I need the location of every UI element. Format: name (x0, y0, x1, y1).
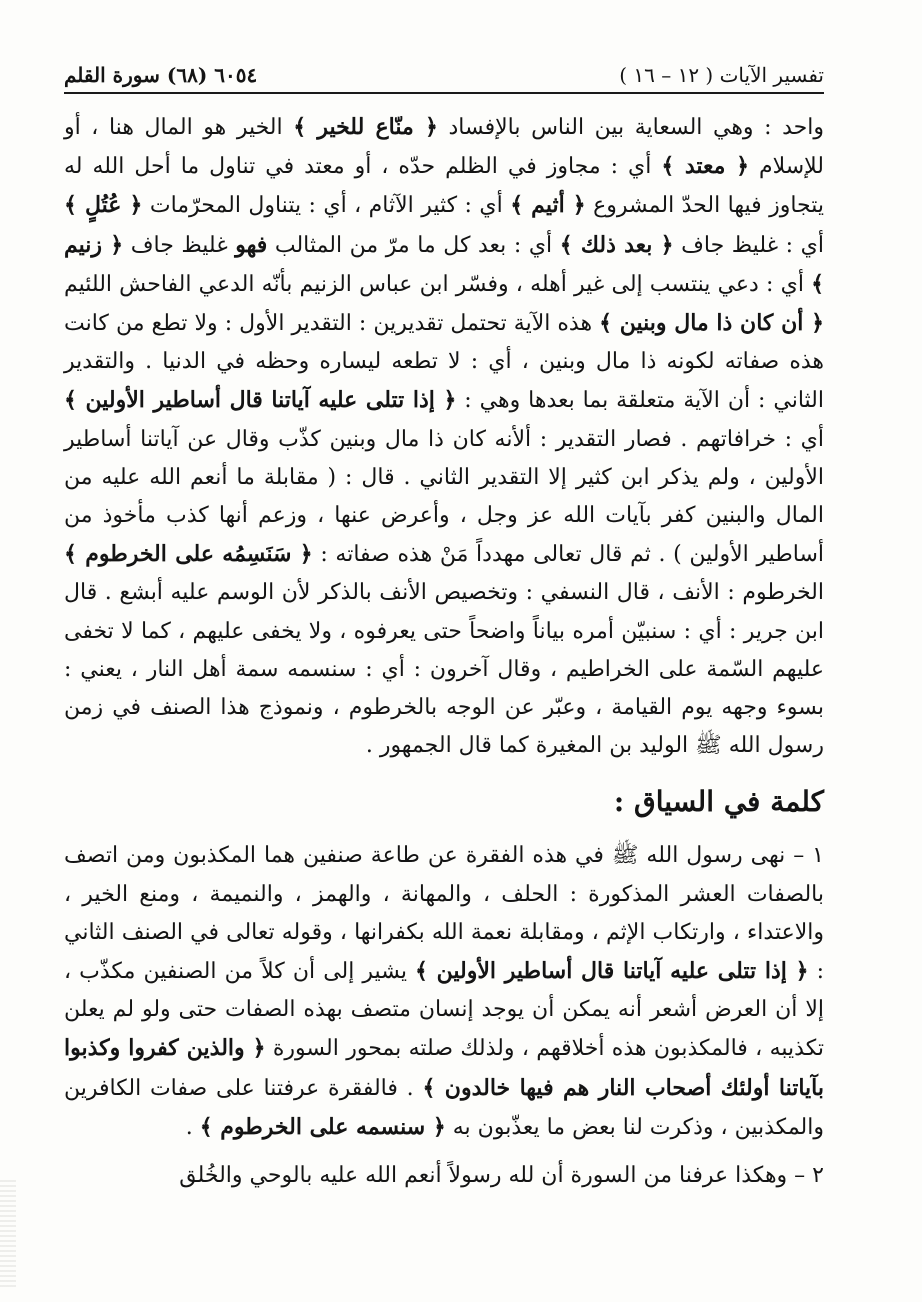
surah-title: (٦٨) سورة القلم (64, 63, 208, 87)
context-point-2: ٢ – وهكذا عرفنا من السورة أن لله رسولاً أنعم الله عليه بالوحي والخُلق (179, 1163, 824, 1189)
tafsir-paragraph: واحد : وهي السعاية بين الناس بالإفساد ﴿ منّاع للخير ﴾ الخير هو المال هنا ، أو للإسلام ﴿ معتد ﴾ أي : مجاوز في الظلم حدّه ، أو معتد في تناول ما أحل الله له يتجاوز فيها الحدّ المشروع ﴿ أثيم ﴾ أي : كثير الآثام ، أي : يتناول المحرّمات ﴿ عُتُلٍ ﴾ أي : غليظ جاف ﴿ بعد ذلك ﴾ أي : بعد كل ما مرّ من المثالب فهو غليظ جاف ﴿ زنيم ﴾ أي : دعي ينتسب إلى غير أهله ، وفسّر ابن عباس الزنيم بأنّه الدعي الفاحش اللئيم ﴿ أن كان ذا مال وبنين ﴾ هذه الآية تحتمل تقديرين : التقدير الأول : ولا تطع من كانت هذه صفاته لكونه ذا مال وبنين ، أي : لا تطعه ليساره وحظه في الدنيا . والتقدير الثاني : أن الآية متعلقة بما بعدها وهي : ﴿ إذا تتلى عليه آياتنا قال أساطير الأولين ﴾ أي : خرافاتهم . فصار التقدير : ألأنه كان ذا مال وبنين كذّب وقال عن آياتنا أساطير الأولين ، ولم يذكر ابن كثير إلا التقدير الثاني . قال : ( مقابلة ما أنعم الله عليه من المال والبنين كفر بآيات الله عز وجل ، وأعرض عنها ، وزعم أنها كذب مأخوذ من أساطير الأولين ) . ثم قال تعالى مهدداً مَنْ هذه صفاته : ﴿ سَنَسِمُه على الخرطوم ﴾ الخرطوم : الأنف ، قال النسفي : وتخصيص الأنف بالذكر لأن الوسم عليه أبشع . قال ابن جرير : أي : سنبيّن أمره بياناً واضحاً حتى يعرفوه ، ولا يخفى عليهم ، كما لا تخفى عليهم السّمة على الخراطيم ، وقال آخرون : أي : سنسمه سمة أهل النار ، يعني : بسوء وجهه يوم القيامة ، وعبّر عن الوجه بالخرطوم ، ونموذج هذا الصنف في زمن رسول الله ﷺ الوليد بن المغيرة كما قال الجمهور . (64, 114, 824, 759)
section-title: تفسير الآيات ( ١٢ – ١٦ ) (619, 63, 824, 87)
page-edge-texture (0, 1180, 16, 1290)
quran-quote: ﴿ معتد ﴾ (661, 153, 749, 180)
page-body (64, 108, 824, 1195)
quran-quote: ﴿ والذين كفروا وكذبوا بآياتنا أولئك أصحاب النار هم فيها خالدون ﴾ (64, 1035, 824, 1101)
quran-quote: ﴿ عُتُلٍ ﴾ (64, 192, 143, 219)
quran-quote: ﴿ منّاع للخير ﴾ (293, 114, 438, 140)
quran-quote: ﴿ سَنَسِمُه على الخرطوم ﴾ (64, 541, 313, 568)
quran-quote: ﴿ أن كان ذا مال وبنين ﴾ (599, 310, 824, 337)
page-number: ٦٠٥٤ (214, 63, 258, 87)
quran-quote: ﴿ زنيم ﴾ (64, 231, 824, 297)
quran-quote: ﴿ أثيم ﴾ (510, 192, 586, 219)
running-header (64, 58, 824, 94)
quran-quote: ﴿ إذا تتلى عليه آياتنا قال أساطير الأولين ﴾ (415, 958, 809, 985)
quran-quote: ﴿ إذا تتلى عليه آياتنا قال أساطير الأولين ﴾ (64, 387, 457, 414)
context-point-1: ١ – نهى رسول الله ﷺ في هذه الفقرة عن طاعة صنفين هما المكذبون ومن اتصف بالصفات العشر المذكورة : الحلف ، والمهانة ، والهمز ، والنميمة ، ومنع الخير ، والاعتداء ، وارتكاب الإثم ، ومقابلة نعمة الله بكفرانها ، وقوله تعالى في الصنف الثاني : ﴿ إذا تتلى عليه آياتنا قال أساطير الأولين ﴾ يشير إلى أن كلاً من الصنفين مكذّب ، إلا أن العرض أشعر أنه يمكن أن يوجد إنسان متصف بهذه الصفات حتى ولو لم يعلن تكذيبه ، فالمكذبون هذه أخلاقهم ، ولذلك صلته بمحور السورة ﴿ والذين كفروا وكذبوا بآياتنا أولئك أصحاب النار هم فيها خالدون ﴾ . فالفقرة عرفتنا على صفات الكافرين والمكذبين ، وذكرت لنا بعض ما يعذّبون به ﴿ سنسمه على الخرطوم ﴾ . (64, 843, 825, 1140)
quran-quote: ﴿ بعد ذلك ﴾ (559, 231, 674, 258)
section-heading: كلمة في السياق : (613, 785, 824, 819)
bold-word: فهو (235, 231, 268, 258)
header-right (64, 63, 257, 87)
quran-quote: ﴿ سنسمه على الخرطوم ﴾ (199, 1113, 446, 1140)
